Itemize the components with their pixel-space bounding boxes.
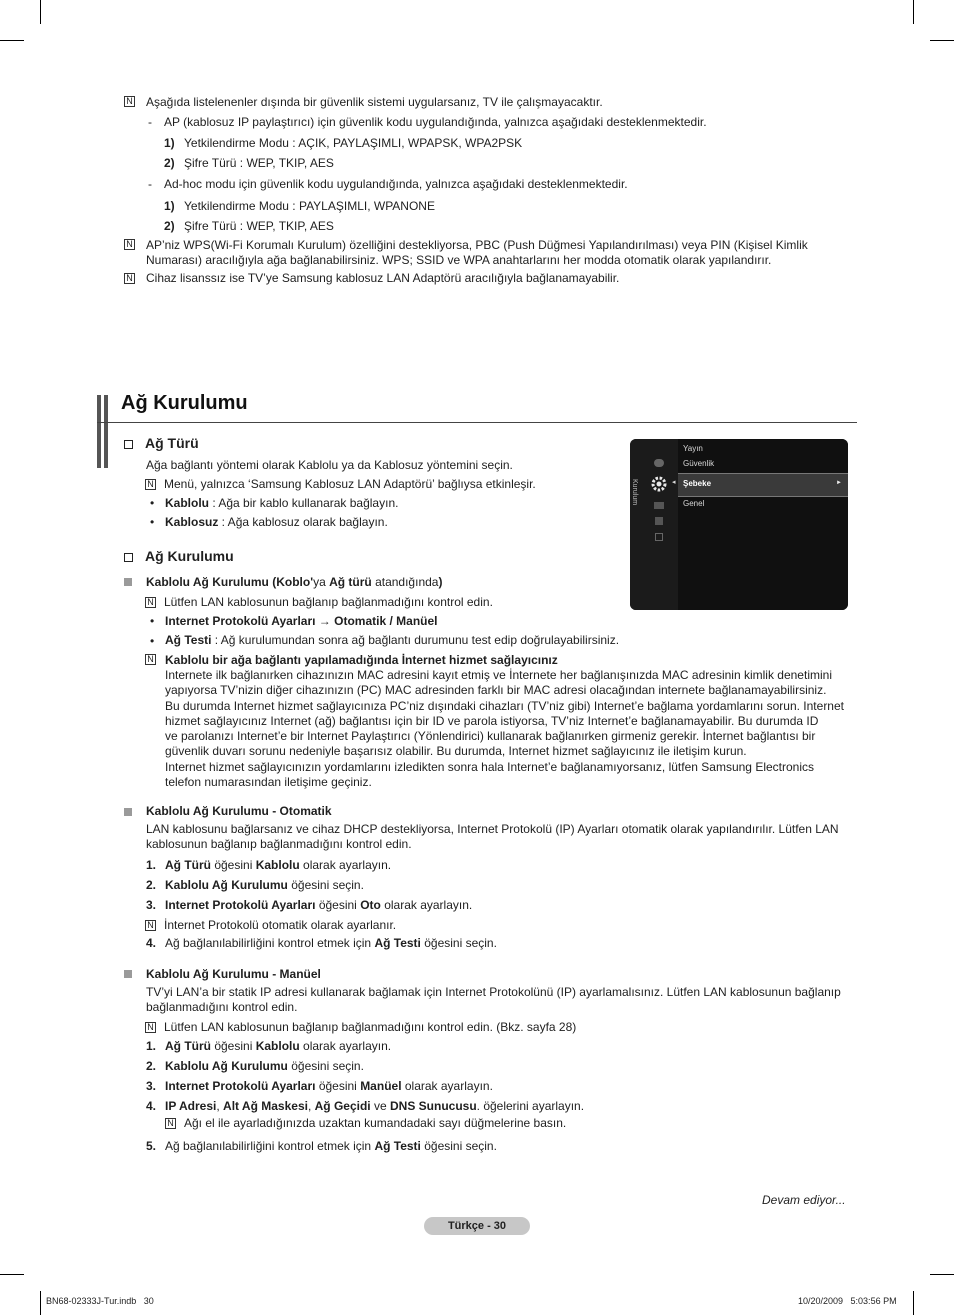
auto-note: İnternet Protokolü otomatik olarak ayarlanır. (164, 918, 397, 932)
note-icon: N (145, 654, 156, 665)
section-rule (97, 422, 857, 423)
adhoc-item-2: Şifre Türü : WEP, TKIP, AES (184, 219, 334, 233)
manual-desc: bağlanmadığını kontrol edin. (146, 1000, 298, 1014)
dash: - (148, 177, 152, 191)
osd-item-general: Genel (683, 499, 705, 508)
isp-note-title: Kablolu bir ağa bağlantı yapılamadığında İnternet hizmet sağlayıcınız (165, 653, 558, 667)
adhoc-item-1: Yetkilendirme Modu : PAYLAŞIMLI, WPANONE (184, 199, 435, 213)
continued-label: Devam ediyor... (762, 1193, 846, 1207)
square-bullet (124, 578, 132, 586)
wired-note: Lütfen LAN kablosunun bağlanıp bağlanmadığını kontrol edin. (164, 595, 493, 609)
manual-step-5: Ağ bağlanılabilirliğini kontrol etmek için Ağ Testi öğesini seçin. (165, 1139, 497, 1153)
manual-heading: Kablolu Ağ Kurulumu - Manüel (146, 967, 321, 981)
subsection-heading: Ağ Kurulumu (145, 548, 234, 564)
ap-item-2: Şifre Türü : WEP, TKIP, AES (184, 156, 334, 170)
manual-step-1: Ağ Türü öğesini Kablolu olarak ayarlayın. (165, 1039, 392, 1053)
section-bar (97, 395, 101, 468)
note-icon: N (145, 479, 156, 490)
manual-step-num: 1. (146, 1039, 157, 1053)
isp-note-line: Bu durumda Internet hizmet sağlayıcınıza PC’niz dışındaki cihazları (TV’niz gibi) Internet’e bağlama yordamlarını sorun. Internet (165, 699, 844, 713)
ap-item-1: Yetkilendirme Modu : AÇIK, PAYLAŞIMLI, WPAPSK, WPA2PSK (184, 136, 523, 150)
auto-step-num: 2. (146, 878, 157, 892)
note-icon: N (145, 920, 156, 931)
manual-step-2: Kablolu Ağ Kurulumu öğesini seçin. (165, 1059, 364, 1073)
osd-input-icon (654, 502, 664, 509)
note-icon: N (124, 239, 135, 250)
manual-step-num: 3. (146, 1079, 157, 1093)
osd-item-broadcast: Yayın (683, 444, 703, 453)
isp-note-line: ve parolanızı Internet’e bir Internet Paylaştırıcı (Yönlendirici) kullanarak bağlanırken girmeniz gerekir. İnternet bağlantısı bir (165, 729, 816, 743)
imprint-datetime: 10/20/2009 5:03:56 PM (798, 1296, 897, 1306)
adhoc-intro: Ad-hoc modu için güvenlik kodu uygulandığında, yalnızca aşağıdaki desteklenmektedir. (164, 177, 628, 191)
isp-note-line: Internet hizmet sağlayıcınızın yordamlarını izledikten sonra hala Internet’e bağlanamıyorsanız, lütfen Samsung Electronics (165, 760, 815, 774)
adhoc-num-2: 2) (164, 219, 175, 233)
network-test-item: Ağ Testi : Ağ kurulumundan sonra ağ bağlantı durumunu test edip doğrulayabilirsiniz. (165, 633, 620, 647)
manual-step-num: 2. (146, 1059, 157, 1073)
isp-note-line: hizmet sağlayıcınız Internet (ağ) bağlantısı için bir ID ve parola istiyorsa, TV’niz Internet’e bağlanamayabilir. Bu durumda ID (165, 714, 819, 728)
imprint-file: BN68-02333J-Tur.indb 30 (46, 1296, 154, 1306)
osd-left-arrow: ◂ (672, 479, 676, 486)
isp-note-line: yapıyorsa TV’nizin diğer cihazınızın (PC) MAC adresinden farklı bir MAC adresi olacağından internete bağlanamayabilirsiniz. (165, 683, 827, 697)
manual-step-3: Internet Protokolü Ayarları öğesini Manüel olarak ayarlayın. (165, 1079, 493, 1093)
ap-intro: AP (kablosuz IP paylaştırıcı) için güvenlik kodu uygulandığında, yalnızca aşağıdaki desteklenmektedir. (164, 115, 707, 129)
crop-mark (0, 1274, 24, 1275)
page-number: Türkçe - 30 (424, 1217, 530, 1235)
osd-side-label: Kurulum (631, 479, 638, 506)
ag-turu-option-wireless: Kablosuz : Ağa kablosuz olarak bağlayın. (165, 515, 388, 529)
crop-mark (40, 0, 41, 24)
bullet: • (150, 614, 155, 628)
ag-turu-note: Menü, yalnızca ‘Samsung Kablosuz LAN Adaptörü’ bağlıysa etkinleşir. (164, 477, 536, 491)
crop-mark (913, 1291, 914, 1315)
bullet: • (150, 515, 155, 529)
isp-note-line: güvenlik duvarı sorunu nedeniyle başarısız olabilir. Bu durumda, Internet hizmet sağlayıcınız ile iletişim kurun. (165, 744, 747, 758)
auto-heading: Kablolu Ağ Kurulumu - Otomatik (146, 804, 332, 818)
note-text: AP’niz WPS(Wi-Fi Korumalı Kurulum) özelliğini destekliyorsa, PBC (Push Düğmesi Yapılandırılması) veya PIN (Kişisel Kimlik (146, 238, 808, 252)
ag-turu-desc: Ağa bağlantı yöntemi olarak Kablolu ya da Kablosuz yöntemini seçin. (146, 458, 513, 472)
auto-step-4: Ağ bağlanılabilirliğini kontrol etmek için Ağ Testi öğesini seçin. (165, 936, 497, 950)
osd-picture-icon (654, 459, 664, 467)
isp-note-line: telefon numarasından iletişime geçiniz. (165, 775, 372, 789)
manual-step-num: 5. (146, 1139, 157, 1153)
auto-step-num: 3. (146, 898, 157, 912)
osd-setup-gear-icon (650, 475, 668, 493)
auto-desc: kablosunun bağlanıp bağlanmadığını kontrol edin. (146, 837, 412, 851)
osd-right-arrow: ► (836, 480, 842, 486)
osd-item-security: Güvenlik (683, 459, 715, 468)
ap-num-2: 2) (164, 156, 175, 170)
note-icon: N (145, 597, 156, 608)
note-text: Numarası) aracılığıyla ağa bağlanabilirsiniz. WPS; SSID ve WPA anahtarlarını her modda otomatik olarak yapılandırır. (146, 253, 772, 267)
checkbox-bullet (124, 553, 133, 562)
dash: - (148, 115, 152, 129)
osd-support-icon (655, 533, 663, 541)
crop-mark (913, 0, 914, 24)
auto-step-1: Ağ Türü öğesini Kablolu olarak ayarlayın. (165, 858, 392, 872)
crop-mark (930, 1274, 954, 1275)
section-bar (104, 395, 108, 468)
checkbox-bullet (124, 440, 133, 449)
adhoc-num-1: 1) (164, 199, 175, 213)
ip-settings-item: Internet Protokolü Ayarları → Otomatik / Manüel (165, 614, 438, 628)
note-icon: N (124, 273, 135, 284)
auto-step-3: Internet Protokolü Ayarları öğesini Oto olarak ayarlayın. (165, 898, 473, 912)
crop-mark (0, 40, 24, 41)
bullet: • (150, 496, 155, 510)
note-text: Cihaz lisanssız ise TV’ye Samsung kablosuz LAN Adaptörü aracılığıyla bağlanamayabilir. (146, 271, 620, 285)
auto-desc: LAN kablosunu bağlarsanız ve cihaz DHCP destekliyorsa, Internet Protokolü (IP) Ayarları otomatik olarak yapılandırılır. Lütfen LAN (146, 822, 839, 836)
note-icon: N (124, 96, 135, 107)
manual-note: Lütfen LAN kablosunun bağlanıp bağlanmadığını kontrol edin. (Bkz. sayfa 28) (164, 1020, 577, 1034)
auto-step-num: 4. (146, 936, 157, 950)
crop-mark (930, 40, 954, 41)
manual-desc: TV’yi LAN’a bir statik IP adresi kullanarak bağlamak için Internet Protokolünü (IP) ayarlamalısınız. Lütfen LAN kablosunun bağlanıp (146, 985, 841, 999)
manual-step-num: 4. (146, 1099, 157, 1113)
osd-app-icon (655, 517, 663, 525)
ap-num-1: 1) (164, 136, 175, 150)
bullet: • (150, 634, 155, 648)
auto-step-2: Kablolu Ağ Kurulumu öğesini seçin. (165, 878, 364, 892)
auto-step-num: 1. (146, 858, 157, 872)
square-bullet (124, 808, 132, 816)
square-bullet (124, 970, 132, 978)
note-text: Aşağıda listelenenler dışında bir güvenlik sistemi uygularsanız, TV ile çalışmayacaktır. (146, 95, 603, 109)
note-icon: N (165, 1118, 176, 1129)
tv-osd-menu (630, 439, 848, 610)
wired-setup-heading: Kablolu Ağ Kurulumu (Koblo'ya Ağ türü atandığında) (146, 575, 443, 589)
note-icon: N (145, 1022, 156, 1033)
section-title: Ağ Kurulumu (121, 392, 248, 414)
osd-item-network: Şebeke (683, 479, 712, 488)
manual-step-4-note: Ağı el ile ayarladığınızda uzaktan kumandadaki sayı düğmelerine basın. (184, 1116, 567, 1130)
manual-step-4: IP Adresi, Alt Ağ Maskesi, Ağ Geçidi ve DNS Sunucusu. öğelerini ayarlayın. (165, 1099, 585, 1113)
ag-turu-option-wired: Kablolu : Ağa bir kablo kullanarak bağlayın. (165, 496, 399, 510)
crop-mark (40, 1291, 41, 1315)
isp-note-line: Internete ilk bağlanırken cihazınızın MAC adresini kayıt etmiş ve İnternete her bağlanışınızda MAC adresinin kimlik denetimini (165, 668, 832, 682)
subsection-heading: Ağ Türü (145, 435, 199, 451)
